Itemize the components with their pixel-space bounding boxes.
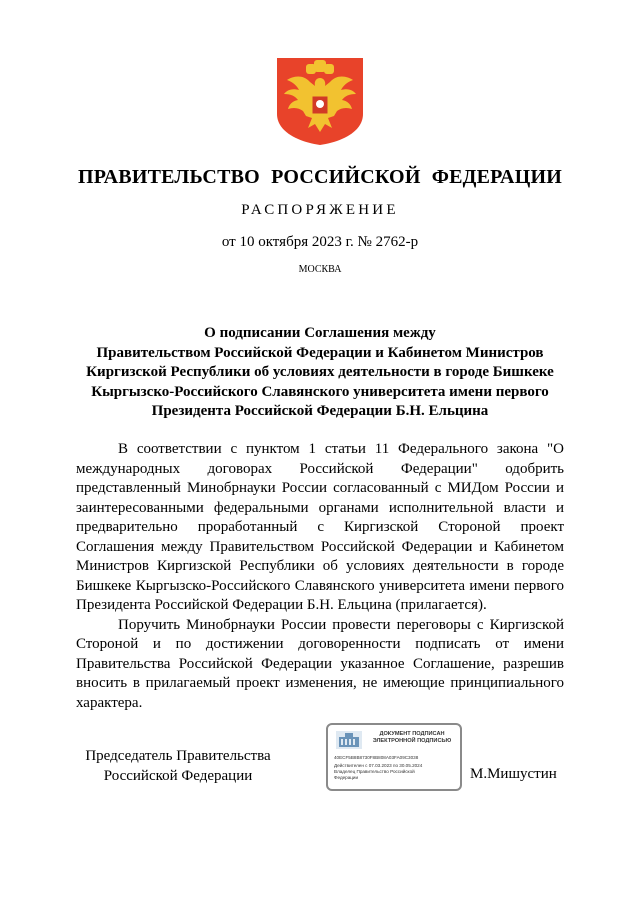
signer-position bbox=[78, 747, 278, 786]
subject-line: Президента Российской Федерации Б.Н. Ельцина bbox=[151, 403, 489, 419]
subject-line: О подписании Соглашения между bbox=[204, 325, 436, 341]
electronic-signature-stamp bbox=[326, 723, 462, 791]
stamp-owner: Федерации bbox=[334, 775, 359, 780]
signer-position-line: Председатель Правительства bbox=[85, 748, 271, 764]
government-building-icon bbox=[336, 731, 362, 749]
document-subject bbox=[70, 324, 570, 422]
government-title: ПРАВИТЕЛЬСТВО РОССИЙСКОЙ ФЕДЕРАЦИИ bbox=[78, 166, 562, 188]
signer-position-line: Российской Федерации bbox=[103, 767, 253, 784]
russian-coat-of-arms-icon bbox=[275, 56, 365, 146]
stamp-title: ДОКУМЕНТ ПОДПИСАН ЭЛЕКТРОННОЙ ПОДПИСЬЮ bbox=[372, 731, 452, 744]
document-city: МОСКВА bbox=[298, 264, 342, 275]
body-paragraph: В соответствии с пунктом 1 статьи 11 Федерального закона "О международных договорах Российской Федерации" одобрить представленный Минобрнауки России согласованный с МИДом России и заинтересованными федеральными органами исполнительной власти и предварительно проработанный с Киргизской Стороной проект Соглашения между Правительством Российской Федерации и Кабинетом Министров Киргизской Республики об условиях деятельности в городе Бишкеке Кыргызско-Российского Славянского университета имени первого Президента Российской Федерации Б.Н. Ельцина (прилагается). bbox=[76, 441, 564, 613]
document-body bbox=[76, 440, 564, 713]
body-paragraph: Поручить Минобрнауки России провести переговоры с Киргизской Стороной и по достижении договоренности подписать от имени Правительства Российской Федерации указанное Соглашение, разрешив вносить в прилагаемый проект изменения, не имеющие принципиального характера. bbox=[76, 616, 564, 711]
subject-line: Правительством Российской Федерации и Кабинетом Министров bbox=[96, 344, 544, 361]
subject-line: Кыргызско-Российского Славянского университета имени первого bbox=[91, 383, 549, 400]
document-date-number: от 10 октября 2023 г. № 2762-р bbox=[221, 234, 419, 250]
stamp-owner: Владелец Правительство Российской bbox=[334, 769, 415, 774]
signer-name: М.Мишустин bbox=[470, 766, 557, 782]
subject-line: Киргизской Республики об условиях деятельности в городе Бишкеке bbox=[86, 364, 554, 380]
stamp-validity: Действителен с 07.03.2023 по 30.05.2024 bbox=[334, 763, 423, 768]
document-type: РАСПОРЯЖЕНИЕ bbox=[241, 202, 399, 218]
stamp-serial: 40ECF5B8B8730F8B808A03FA09C3038 bbox=[334, 755, 419, 760]
